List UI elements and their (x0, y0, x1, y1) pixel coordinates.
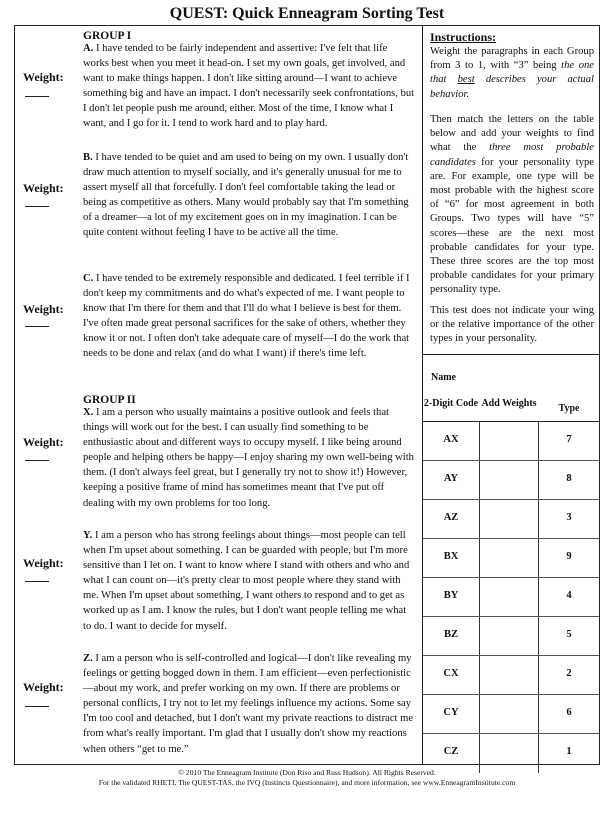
groups-column (15, 26, 422, 764)
add-weights-cell[interactable] (479, 539, 539, 578)
row-code: BY (443, 590, 459, 601)
footer-copyright: © 2010 The Enneagram Institute (Don Riso and Russ Hudson). All Rights Reserved. (178, 768, 436, 777)
page-title: QUEST: Quick Enneagram Sorting Test (169, 5, 445, 22)
row-type: 3 (566, 512, 572, 523)
letter-a: A. (83, 43, 94, 54)
row-type: 1 (566, 746, 572, 757)
weight-label-z: Weight: (23, 680, 64, 694)
row-code: BZ (443, 629, 458, 640)
footer-info: For the validated RHETI, The QUEST-TAS, the IVQ (Instincts Questionnaire), and more information, see www.EnneagramInstitute.com (98, 778, 516, 787)
header-code: 2-Digit Code (423, 398, 479, 409)
table-row (423, 422, 599, 461)
row-type: 8 (566, 473, 572, 484)
header-add: Add Weights (481, 398, 537, 409)
row-type: 2 (566, 668, 572, 679)
instr-p1a: Weight the paragraphs in each Group from 3 to 1, with “3” being (430, 46, 594, 72)
name-label: Name (431, 372, 456, 383)
paragraph-z (83, 651, 415, 757)
paragraph-z-text: I am a person who is self-controlled and logical—I don't like revealing my feelings or getting bogged down in them. I am efficient—even perfectionistic—about my work, and prefer working on my own. If there are problems or personal conflicts, I try not to let my feelings influence my actions. Some say I'm too cool and detached, but I don't want my private reactions to distract me from what's really important. I'm glad that I usually don't show my reactions when others “get to me.” (83, 653, 414, 755)
instructions-paragraph-1 (430, 45, 594, 102)
weight-blank-c[interactable] (25, 326, 49, 327)
group1-heading: GROUP I (83, 30, 132, 42)
row-code: CZ (443, 746, 459, 757)
row-type: 6 (566, 707, 572, 718)
weight-label-b: Weight: (23, 181, 64, 195)
letter-z: Z. (83, 653, 93, 664)
add-weights-cell[interactable] (479, 695, 539, 734)
weight-blank-z[interactable] (25, 706, 49, 707)
paragraph-c-text: I have tended to be extremely responsible and dedicated. I feel terrible if I don't keep my commitments and do what's expected of me. I want people to know that I'm there for them and that I'll do what I believe is best for them. I've often made great personal sacrifices for the sake of others, whether they know it or not. I often don't take adequate care of myself—I do the work that needs to be done and relax (and do what I want) if there's time left. (83, 273, 410, 360)
instr-p2c: for your personality type are. For example, one type will be most probable with the highest score of “6” for most agreement in both Groups. Two types will have “5” scores—these are the next most probable candidates for your type. These three scores are the top most probable candidates for your primary personality type. (430, 156, 594, 296)
row-code: BX (443, 551, 459, 562)
add-weights-cell[interactable] (479, 500, 539, 539)
footer (14, 768, 600, 788)
row-type: 4 (566, 590, 572, 601)
table-row (423, 461, 599, 500)
paragraph-b-text: I have tended to be quiet and am used to being on my own. I usually don't draw much attention to myself socially, and it's generally unusual for me to assert myself all that forcefully. I don't feel comfortable taking the lead or being as competitive as others. Many would probably say that I'm something of a dreamer—a lot of my excitement goes on in my imagination. I can be quite content without feeling I have to be active all the time. (83, 152, 409, 239)
row-code: CY (443, 707, 459, 718)
instr-p1d: describes your actual behavior. (430, 74, 594, 100)
weight-label-x: Weight: (23, 435, 64, 449)
table-row (423, 695, 599, 734)
test-frame (14, 25, 600, 765)
add-weights-cell[interactable] (479, 461, 539, 500)
add-weights-cell[interactable] (479, 617, 539, 656)
row-type: 5 (566, 629, 572, 640)
paragraph-a-text: I have tended to be fairly independent and assertive: I've felt that life works best when you meet it head-on. I set my own goals, get involved, and want to make things happen. I don't like sitting around—I want to achieve something big and have an impact. I don't necessarily seek confrontations, but I don't let people push me around, either. Most of the time, I know what I want, and I go for it. I tend to work hard and to play hard. (83, 43, 415, 130)
table-row (423, 656, 599, 695)
row-type: 7 (566, 434, 572, 445)
weight-label-a: Weight: (23, 70, 64, 84)
letter-b: B. (83, 152, 93, 163)
letter-x: X. (83, 407, 94, 418)
weight-blank-x[interactable] (25, 460, 49, 461)
row-code: CX (443, 668, 459, 679)
name-divider (423, 354, 599, 355)
weight-blank-b[interactable] (25, 206, 49, 207)
table-row (423, 617, 599, 656)
instructions-paragraph-3: This test does not indicate your wing or the relative importance of the other types in your personality. (430, 305, 594, 345)
weight-label-c: Weight: (23, 302, 64, 316)
paragraph-a (83, 41, 415, 132)
add-weights-cell[interactable] (479, 656, 539, 695)
paragraph-c (83, 271, 415, 362)
group2-heading: GROUP II (83, 394, 136, 406)
add-weights-cell[interactable] (479, 422, 539, 461)
instructions-heading: Instructions: (430, 30, 497, 44)
instructions-paragraph-2 (430, 113, 594, 298)
weight-blank-a[interactable] (25, 96, 49, 97)
paragraph-y (83, 528, 415, 634)
row-code: AX (443, 434, 459, 445)
header-type: Type (558, 403, 580, 414)
table-row (423, 500, 599, 539)
row-code: AZ (443, 512, 459, 523)
instr-p2a: Then match the letters on the table below and add your weights to find what the (430, 114, 594, 154)
paragraph-b (83, 150, 415, 241)
paragraph-x (83, 405, 415, 511)
letter-y: Y. (83, 530, 93, 541)
table-row (423, 578, 599, 617)
add-weights-cell[interactable] (479, 578, 539, 617)
instr-p1c: best (457, 74, 475, 86)
weight-blank-y[interactable] (25, 581, 49, 582)
table-row (423, 539, 599, 578)
instr-p1b: the one that (430, 60, 594, 86)
instructions-column (423, 26, 599, 764)
weight-label-y: Weight: (23, 556, 64, 570)
paragraph-x-text: I am a person who usually maintains a positive outlook and feels that things will work out for the best. I can usually find something to be enthusiastic about and different ways to occupy myself. I like being around people and helping others be happy—I enjoy sharing my own well-being with them. (I don't always feel great, but I generally try not to show it!) However, keeping a positive frame of mind has sometimes meant that I've put off dealing with my own problems for too long. (83, 407, 414, 509)
row-code: AY (443, 473, 459, 484)
letter-c: C. (83, 273, 94, 284)
row-type: 9 (566, 551, 572, 562)
instr-p2b: three most probable candidates (430, 142, 595, 168)
paragraph-y-text: I am a person who has strong feelings about things—most people can tell when I'm upset about something. I can be guarded with people, but I'm more sensitive than I let on. I want to know where I stand with others and who and what I can count on—it's pretty clear to most people where they stand with me. When I'm upset about something, I want others to respond and to get as worked up as I am. I know the rules, but I don't want people telling me what to do. I want to decide for myself. (83, 530, 410, 632)
